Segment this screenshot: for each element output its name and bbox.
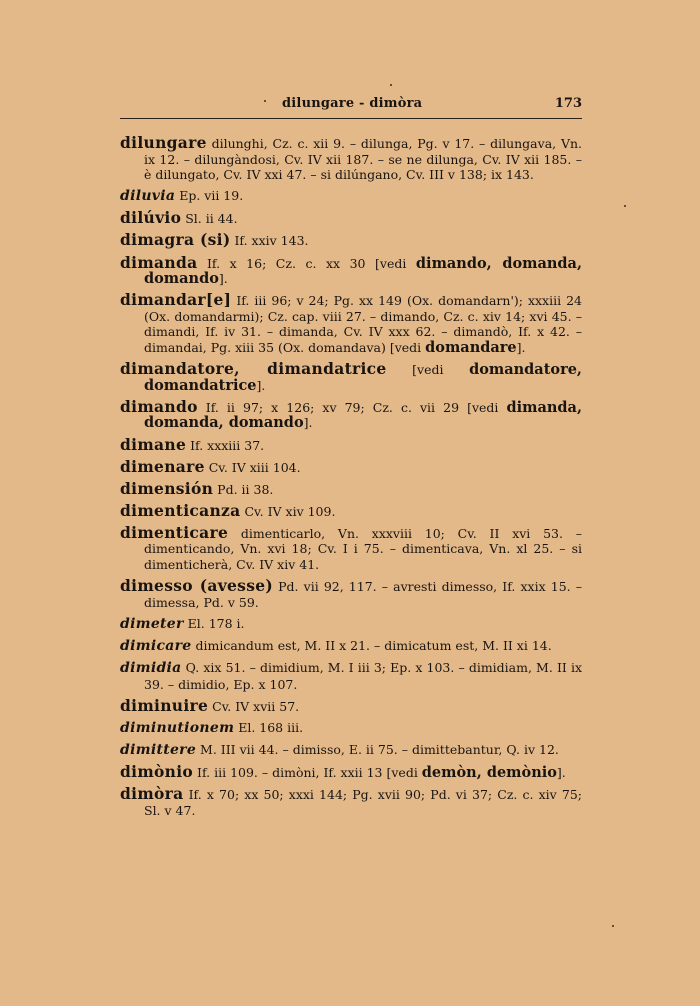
entry-headword: dimittere xyxy=(120,741,197,758)
entry-citations: If. x 16; Cz. c. xx 30 [vedi xyxy=(197,255,416,271)
entry-citations: Ep. vii 19. xyxy=(175,188,244,204)
dictionary-entry xyxy=(120,188,582,205)
dictionary-entry xyxy=(120,638,582,655)
dictionary-entry xyxy=(120,522,582,573)
dictionary-entry xyxy=(120,252,582,288)
entry-headword: dimeter xyxy=(120,615,184,632)
entry-citations: dimenticarlo, Vn. xxxviii 10; Cv. II xvi 53. – dimenticando, Vn. xvi 18; Cv. I i 75. – dimenticava, Vn. xl 25. – si dimenticherà, Cv. IV xiv 41. xyxy=(144,525,582,573)
print-speck xyxy=(390,84,392,86)
entry-citations: M. III vii 44. – dimisso, E. ii 75. – dimittebantur, Q. iv 12. xyxy=(196,741,559,757)
entry-citations: Pd. ii 38. xyxy=(213,481,274,497)
page-number: 173 xyxy=(554,96,582,111)
entry-headword: dimando xyxy=(120,396,198,416)
cross-reference: dimando, domanda, domando xyxy=(144,254,582,288)
entry-citations: If. x 70; xx 50; xxxi 144; Pg. xvii 90; Pd. vi 37; Cz. c. xiv 75; Sl. v 47. xyxy=(144,787,582,818)
entry-headword: dimagra (si) xyxy=(120,230,231,250)
entry-citations: dimicandum est, M. II x 21. – dimicatum est, M. II xi 14. xyxy=(191,637,552,653)
cross-reference-close: ]. xyxy=(303,415,313,431)
entry-headword: dimicare xyxy=(120,637,192,654)
entry-citations: If. iii 109. – dimòni, If. xxii 13 [vedi xyxy=(193,765,422,780)
header-title: dilungare - dimòra xyxy=(282,96,423,111)
entry-headword: dimandatore, dimandatrice xyxy=(120,359,387,379)
entry-citations: [vedi xyxy=(386,362,470,378)
dictionary-entry xyxy=(120,660,582,692)
entry-headword: dimanda xyxy=(120,252,198,272)
entry-headword: diminutionem xyxy=(120,719,235,736)
cross-reference-close: ]. xyxy=(556,765,566,780)
dictionary-entry xyxy=(120,695,582,715)
header-rule xyxy=(120,118,582,119)
entry-citations: Q. xix 51. – dimidium, M. I iii 3; Ep. x 103. – dimidiam, M. II ix 39. – dimidio, Ep. x 107. xyxy=(144,660,582,692)
entry-citations: El. 168 iii. xyxy=(234,719,304,735)
entry-headword: dimesso (avesse) xyxy=(120,576,274,596)
dictionary-entry xyxy=(120,616,582,633)
cross-reference: demòn, demònio xyxy=(421,764,557,781)
entry-citations: If. xxxiii 37. xyxy=(186,437,265,453)
entry-citations: If. xxiv 143. xyxy=(230,233,309,249)
cross-reference-close: ]. xyxy=(516,340,526,356)
print-speck xyxy=(264,100,266,102)
entry-citations: Sl. ii 44. xyxy=(181,211,238,227)
entry-headword: dimòra xyxy=(120,784,184,804)
entry-citations: If. iii 96; v 24; Pg. xx 149 (Ox. domandarn'); xxxiii 24 (Ox. domandarmi); Cz. cap. viii 27. – dimando, Cz. c. xiv 14; xvi 45. – dimandi, If. iv 31. – dimanda, Cv. IV xxx 62. – dimandò, If. x 42. – dimandai, Pg. xiii 35 (Ox. domandava) [vedi xyxy=(144,293,582,356)
dictionary-entry xyxy=(120,456,582,476)
entry-headword: dimensión xyxy=(120,478,214,498)
cross-reference: domandare xyxy=(425,339,517,357)
print-speck xyxy=(624,205,626,207)
print-speck xyxy=(612,925,614,927)
dictionary-entry xyxy=(120,396,582,432)
entry-citations: Pd. vii 92, 117. – avresti dimesso, If. xxix 15. – dimessa, Pd. v 59. xyxy=(144,579,582,610)
entry-headword: dimenare xyxy=(120,456,205,476)
entry-citations: El. 178 i. xyxy=(183,615,245,631)
dictionary-entry xyxy=(120,578,582,610)
dictionary-entry xyxy=(120,210,582,227)
cross-reference: domandatore, domandatrice xyxy=(144,361,582,394)
entry-headword: diluvia xyxy=(120,188,176,205)
entry-headword: dimònio xyxy=(120,762,194,781)
dictionary-entry xyxy=(120,500,582,520)
entry-headword: dilungare xyxy=(120,133,207,152)
dictionary-entry xyxy=(120,361,582,393)
entry-headword: dimidia xyxy=(120,660,182,677)
dictionary-entry xyxy=(120,764,582,781)
entry-citations: Cv. IV xvii 57. xyxy=(208,698,300,714)
cross-reference: dimanda, domanda, domando xyxy=(144,398,582,432)
entry-headword: dimenticare xyxy=(120,522,229,542)
running-header xyxy=(120,96,582,116)
cross-reference-close: ]. xyxy=(218,271,228,287)
entry-headword: dimenticanza xyxy=(120,500,241,520)
dictionary-entry xyxy=(120,478,582,498)
dictionary-entry xyxy=(120,135,582,183)
entry-headword: diminuire xyxy=(120,695,209,715)
dictionary-entry xyxy=(120,232,582,249)
entry-list xyxy=(120,135,582,824)
entry-citations: Cv. IV xiii 104. xyxy=(204,459,301,475)
entry-headword: dilúvio xyxy=(120,208,182,228)
dictionary-entry xyxy=(120,720,582,737)
dictionary-entry xyxy=(120,292,582,355)
entry-citations: If. ii 97; x 126; xv 79; Cz. c. vii 29 [vedi xyxy=(197,399,507,415)
dictionary-entry xyxy=(120,742,582,759)
entry-headword: dimandar[e] xyxy=(120,290,232,310)
dictionary-entry xyxy=(120,786,582,818)
entry-headword: dimane xyxy=(120,434,187,454)
entry-citations: dilunghi, Cz. c. xii 9. – dilunga, Pg. v 17. – dilungava, Vn. ix 12. – dilungàndosi, Cv. IV xii 187. – se ne dilunga, Cv. IV xii 185. – è dilungato, Cv. IV xxi 47. – si dilúngano, Cv. III v 138; ix 143. xyxy=(144,136,582,183)
cross-reference-close: ]. xyxy=(256,377,266,393)
entry-citations: Cv. IV xiv 109. xyxy=(240,503,336,519)
dictionary-entry xyxy=(120,434,582,454)
